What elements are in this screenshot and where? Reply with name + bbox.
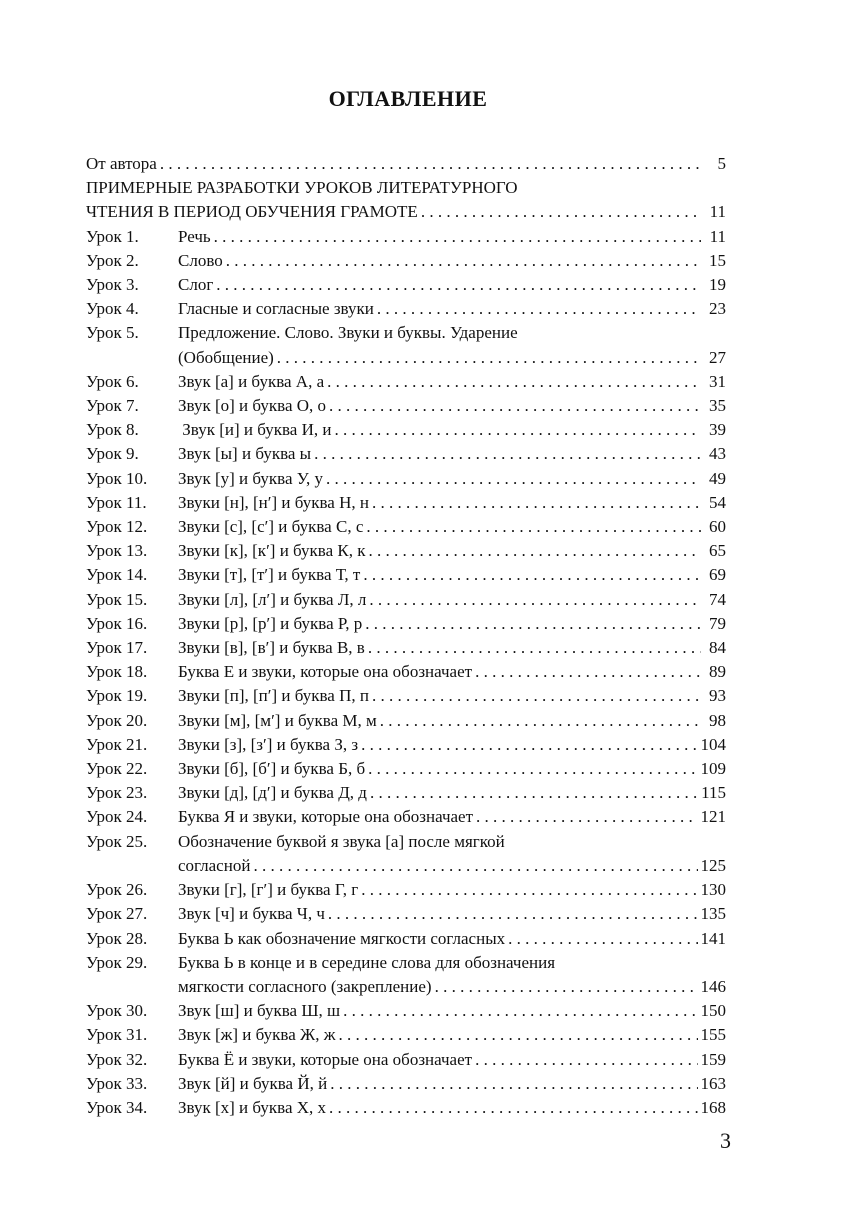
toc-entry [86,539,726,563]
toc-entry [86,491,726,515]
lesson-title-line: Звук [о] и буква О, о [178,396,327,416]
toc-entry [86,249,726,273]
lesson-label: Урок 28. [86,928,148,948]
toc-page-number: 155 [700,1025,726,1045]
toc-entry-text: От автора [86,154,157,173]
dot-leader [338,1023,697,1047]
toc-page-number: 74 [709,589,726,609]
lesson-label: Урок 10. [86,468,148,488]
dot-leader [329,1096,697,1120]
lesson-label: Урок 31. [86,1025,148,1045]
lesson-title-line: Буква Я и звуки, которые она обозначает [178,807,474,827]
lesson-title-line: Звуки [т], [т′] и буква Т, т [178,565,361,585]
toc-page-number: 23 [709,299,726,319]
lesson-label: Урок 9. [86,444,139,464]
toc-entry [86,225,726,249]
toc-entry [86,805,726,829]
toc-page-number: 15 [709,250,726,270]
section-heading-line: ПРИМЕРНЫЕ РАЗРАБОТКИ УРОКОВ ЛИТЕРАТУРНОГО [86,178,518,198]
toc-entry [86,684,726,708]
lesson-title-line: Слог [178,275,214,295]
toc-entry [86,999,726,1023]
toc-page-number: 84 [709,638,726,658]
toc-page-number: 79 [709,613,726,633]
dot-leader [329,394,701,418]
toc-entry [86,273,726,297]
lesson-title-line: Слово [178,250,223,270]
dot-leader [368,636,701,660]
lesson-label: Урок 34. [86,1097,148,1117]
lesson-title-line: Звук [ш] и буква Ш, ш [178,1001,341,1021]
toc-entry [86,467,726,491]
lesson-title-line: Буква Е и звуки, которые она обозначает [178,662,473,682]
toc-page-number: 121 [700,807,726,827]
dot-leader [508,927,697,951]
dot-leader [160,152,701,176]
dot-leader [334,418,701,442]
lesson-label: Урок 6. [86,371,139,391]
toc-entry [86,588,726,612]
lesson-title-line: (Обобщение) [178,347,274,367]
lesson-title-line: мягкости согласного (закрепление) [178,976,432,996]
lesson-label: Урок 22. [86,759,148,779]
dot-leader [277,346,701,370]
toc-page-number: 54 [709,492,726,512]
toc-entry [86,442,726,466]
toc-entry [86,370,726,394]
lesson-title-line: Звуки [л], [л′] и буква Л, л [178,589,367,609]
toc-entry [86,297,726,321]
toc-entry [86,612,726,636]
toc-page-number: 163 [700,1073,726,1093]
toc-entry [86,1096,726,1120]
lesson-label: Урок 13. [86,541,148,561]
lesson-label: Урок 1. [86,226,139,246]
dot-leader [343,999,697,1023]
lesson-label: Урок 21. [86,734,148,754]
toc-page-number: 98 [709,710,726,730]
dot-leader [216,273,701,297]
dot-leader [372,491,701,515]
lesson-title-line: Звук [х] и буква Х, х [178,1097,327,1117]
toc-page-number: 115 [701,783,726,803]
dot-leader [380,709,701,733]
dot-leader [368,757,697,781]
toc-page-number: 35 [709,396,726,416]
lesson-label: Урок 2. [86,250,139,270]
lesson-title-line: Звуки [м], [м′] и буква М, м [178,710,377,730]
dot-leader [214,225,701,249]
toc-entry [86,1048,726,1072]
toc-page-number: 39 [709,420,726,440]
toc-entry [86,636,726,660]
lesson-title-line: Звуки [г], [г′] и буква Г, г [178,880,359,900]
page-number: 3 [720,1128,731,1153]
toc-page-number: 60 [709,517,726,537]
dot-leader [372,684,701,708]
toc-entry [86,902,726,926]
lesson-title-line: Звуки [р], [р′] и буква Р, р [178,613,363,633]
toc-page-number: 104 [700,734,726,754]
lesson-label: Урок 20. [86,710,148,730]
toc-entry [86,781,726,805]
toc-entry [86,927,726,951]
lesson-title-line: Звук [а] и буква А, а [178,371,325,391]
toc-entry [86,733,726,757]
lesson-label: Урок 7. [86,396,139,416]
toc-page-number: 89 [709,662,726,682]
toc-entry [86,757,726,781]
toc-entry [86,418,726,442]
toc-page-number: 69 [709,565,726,585]
lesson-list [86,225,726,1121]
lesson-title-line: Звуки [н], [н′] и буква Н, н [178,492,369,512]
toc-entry [86,563,726,587]
lesson-label: Урок 27. [86,904,148,924]
lesson-label: Урок 23. [86,783,148,803]
lesson-title-line: Звуки [с], [с′] и буква С, с [178,517,364,537]
lesson-title-line: Звуки [з], [з′] и буква З, з [178,734,359,754]
dot-leader [421,200,701,224]
lesson-label: Урок 17. [86,638,148,658]
toc-entry [86,1072,726,1096]
lesson-label: Урок 29. [86,952,148,972]
toc-page-number: 130 [700,880,726,900]
lesson-label: Урок 26. [86,880,148,900]
lesson-title-line: Буква Ё и звуки, которые она обозначает [178,1049,473,1069]
lesson-label: Урок 15. [86,589,148,609]
toc-page-number: 159 [700,1049,726,1069]
toc-page-number: 93 [709,686,726,706]
lesson-label: Урок 24. [86,807,148,827]
lesson-label: Урок 33. [86,1073,148,1093]
lesson-label: Урок 5. [86,323,139,343]
toc-page-number: 125 [700,855,726,875]
dot-leader [314,442,701,466]
toc-page-number: 109 [700,759,726,779]
lesson-title-line: Буква Ь как обозначение мягкости согласных [178,928,506,948]
dot-leader [370,781,698,805]
toc-section-heading [86,176,726,224]
toc-page-number: 141 [700,928,726,948]
dot-leader [330,1072,697,1096]
toc-entry [86,709,726,733]
toc-entry [86,394,726,418]
dot-leader [365,612,701,636]
dot-leader [361,878,697,902]
lesson-title-line: Предложение. Слово. Звуки и буквы. Ударение [178,323,518,343]
toc-page-number: 65 [709,541,726,561]
dot-leader [253,854,697,878]
page-title: ОГЛАВЛЕНИЕ [328,86,488,111]
toc-page-number: 49 [709,468,726,488]
lesson-title-line: Звук [и] и буква И, и [178,420,332,440]
lesson-title-line: Звуки [д], [д′] и буква Д, д [178,783,367,803]
dot-leader [226,249,701,273]
dot-leader [475,1048,697,1072]
lesson-title-line: Буква Ь в конце и в середине слова для обозначения [178,952,556,972]
dot-leader [361,733,697,757]
toc-entry [86,830,726,878]
dot-leader [475,660,701,684]
lesson-title-line: Звуки [б], [б′] и буква Б, б [178,759,366,779]
dot-leader [366,515,701,539]
lesson-label: Урок 14. [86,565,148,585]
toc-page-number: 5 [717,154,726,173]
toc-page-number: 31 [709,371,726,391]
lesson-title-line: Звук [ж] и буква Ж, ж [178,1025,336,1045]
lesson-title-line: Звуки [в], [в′] и буква В, в [178,638,365,658]
lesson-label: Урок 11. [86,492,147,512]
toc-page-number: 19 [709,275,726,295]
dot-leader [363,563,701,587]
lesson-label: Урок 16. [86,613,148,633]
table-of-contents [86,152,726,1120]
toc-page-number: 146 [700,976,726,996]
lesson-title-line: Звук [у] и буква У, у [178,468,324,488]
toc-entry [86,515,726,539]
toc-page-number: 150 [700,1001,726,1021]
toc-entry [86,660,726,684]
lesson-label: Урок 18. [86,662,148,682]
lesson-label: Урок 8. [86,420,139,440]
lesson-title-line: Звук [ы] и буква ы [178,444,312,464]
toc-page-number: 168 [700,1097,726,1117]
toc-page-number: 11 [709,226,726,246]
lesson-label: Урок 30. [86,1001,148,1021]
lesson-title-line: Звук [ч] и буква Ч, ч [178,904,325,924]
dot-leader [435,975,698,999]
lesson-label: Урок 12. [86,517,148,537]
lesson-title-line: Гласные и согласные звуки [178,299,374,319]
toc-entry [86,878,726,902]
lesson-title-line: согласной [178,855,251,875]
dot-leader [476,805,697,829]
dot-leader [369,539,701,563]
lesson-label: Урок 25. [86,831,148,851]
lesson-label: Урок 3. [86,275,139,295]
dot-leader [377,297,701,321]
lesson-label: Урок 4. [86,299,139,319]
lesson-title-line: Речь [178,226,211,246]
toc-page-number: 27 [709,347,726,367]
lesson-label: Урок 32. [86,1049,148,1069]
lesson-label: Урок 19. [86,686,148,706]
toc-entry [86,321,726,369]
toc-entry [86,1023,726,1047]
lesson-title-line: Звук [й] и буква Й, й [178,1073,328,1093]
lesson-title-line: Обозначение буквой я звука [а] после мягкой [178,831,505,851]
dot-leader [327,370,701,394]
lesson-title-line: Звуки [п], [п′] и буква П, п [178,686,369,706]
section-heading-line: ЧТЕНИЯ В ПЕРИОД ОБУЧЕНИЯ ГРАМОТЕ [86,202,418,222]
dot-leader [328,902,698,926]
toc-page-number: 135 [700,904,726,924]
toc-entry-from-author [86,152,726,176]
toc-page-number: 11 [709,202,726,222]
toc-entry [86,951,726,999]
dot-leader [369,588,701,612]
dot-leader [326,467,701,491]
lesson-title-line: Звуки [к], [к′] и буква К, к [178,541,366,561]
toc-page-number: 43 [709,444,726,464]
